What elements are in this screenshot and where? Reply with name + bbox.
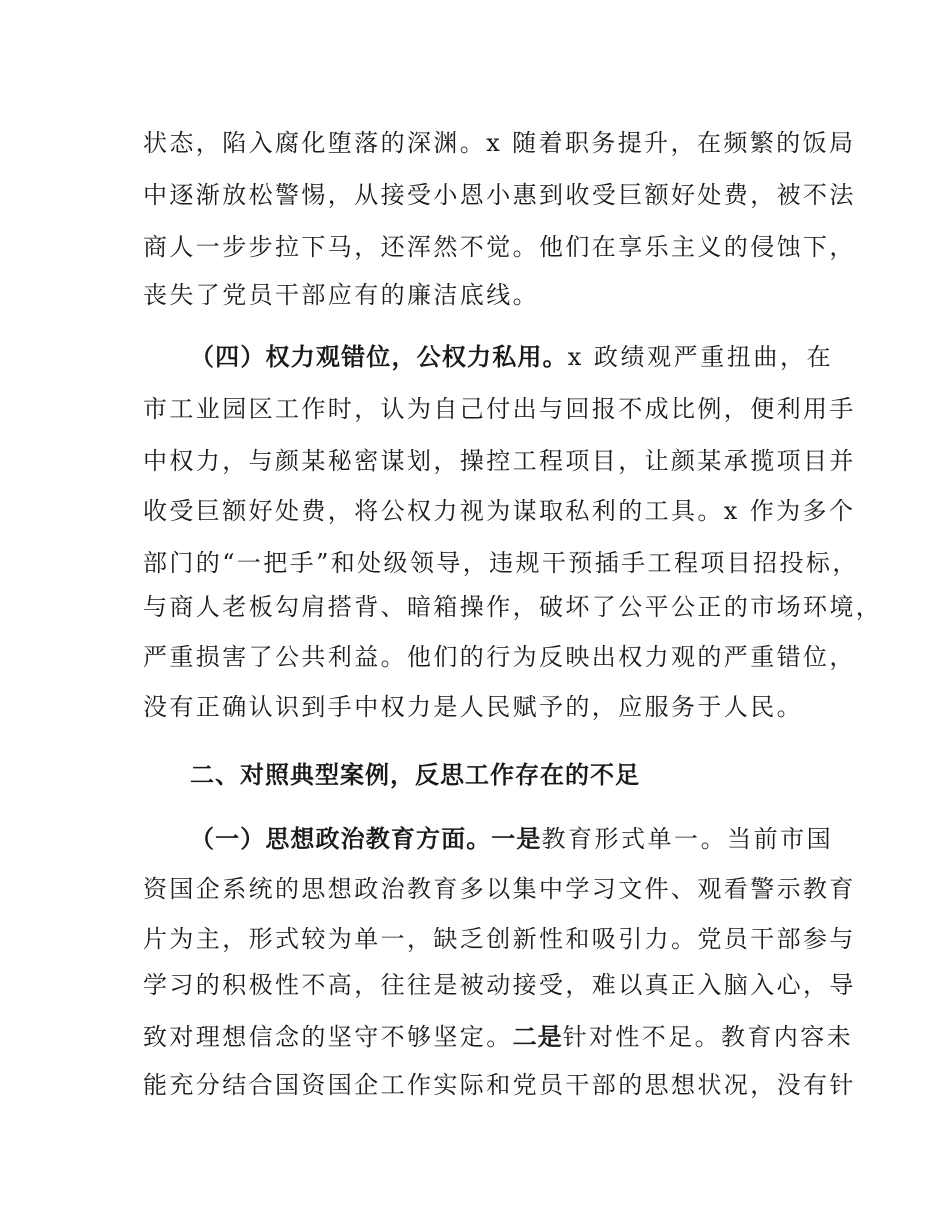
paragraph-line: 严重损害了公共利益。他们的行为反映出权力观的严重错位， [143,643,856,671]
paragraph-line: 收受巨额好处费，将公权力视为谋取私利的工具。x 作为多个 [143,497,856,525]
paragraph-text: x 政绩观严重扭曲，在 [567,343,833,371]
paragraph-line: 学习的积极性不高，往往是被动接受，难以真正入脑入心，导 [143,971,856,999]
paragraph-line: 中逐渐放松警惕，从接受小恩小惠到收受巨额好处费，被不法 [143,181,856,209]
paragraph-line: 没有正确认识到手中权力是人民赋予的，应服务于人民。 [143,693,803,721]
paragraph-line: 部门的“一把手”和处级领导，违规干预插手工程项目招投标， [143,549,859,577]
paragraph-line: 片为主，形式较为单一，缺乏创新性和吸引力。党员干部参与 [143,925,856,953]
lead-marker: 二是 [512,1023,563,1051]
paragraph-line [143,1020,854,1054]
section-heading: 二、对照典型案例，反思工作存在的不足 [190,761,640,789]
paragraph-line: 能充分结合国资国企工作实际和党员干部的思想状况，没有针 [143,1071,856,1099]
subsection-heading: （一）思想政治教育方面。 [190,825,492,853]
paragraph-line: 丧失了党员干部应有的廉洁底线。 [143,281,539,309]
paragraph-line: 商人一步步拉下马，还浑然不觉。他们在享乐主义的侵蚀下， [143,233,856,261]
lead-marker: 一是 [491,825,542,853]
paragraph-first-line [190,822,833,856]
paragraph-line: 与商人老板勾肩搭背、暗箱操作，破坏了公平公正的市场环境， [143,593,883,621]
paragraph-text: 致对理想信念的坚守不够坚定。 [143,1023,513,1051]
paragraph-line: 资国企系统的思想政治教育多以集中学习文件、观看警示教育 [143,875,856,903]
paragraph-first-line [190,340,833,374]
subsection-heading: （四）权力观错位，公权力私用。 [190,343,568,371]
paragraph-text: 针对性不足。教育内容未 [562,1023,854,1051]
paragraph-text: 教育形式单一。当前市国 [541,825,833,853]
paragraph-line: 中权力，与颜某秘密谋划，操控工程项目，让颜某承揽项目并 [143,447,856,475]
paragraph-line: 状态，陷入腐化堕落的深渊。x 随着职务提升，在频繁的饭局 [143,129,856,157]
paragraph-line: 市工业园区工作时，认为自己付出与回报不成比例，便利用手 [143,395,856,423]
